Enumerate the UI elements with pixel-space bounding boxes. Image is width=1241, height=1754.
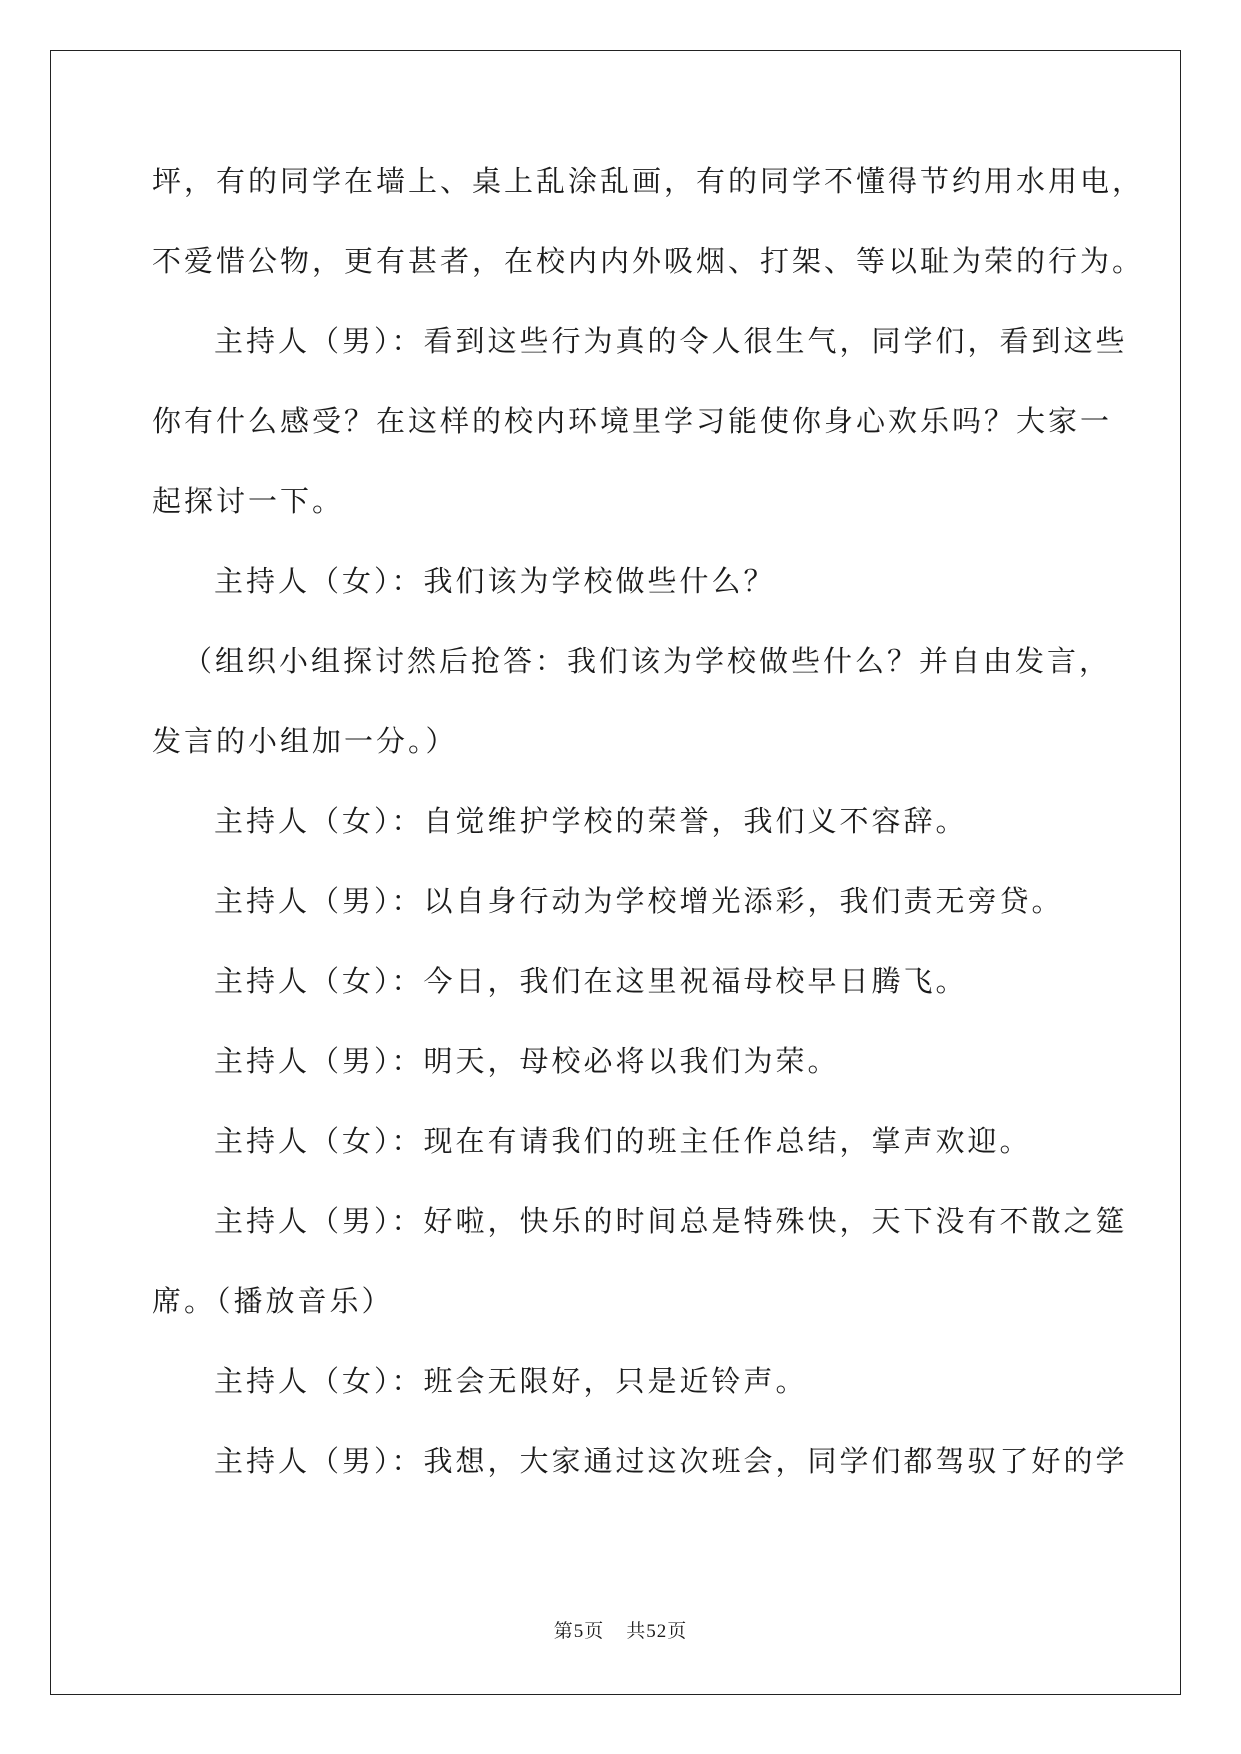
text-line: 主持人（女）：现在有请我们的班主任作总结，掌声欢迎。	[214, 1124, 1032, 1158]
text-line: 主持人（男）：看到这些行为真的令人很生气，同学们，看到这些	[214, 324, 1128, 358]
text-line: 主持人（女）：今日，我们在这里祝福母校早日腾飞。	[214, 964, 968, 998]
text-line: 主持人（女）：班会无限好，只是近铃声。	[214, 1364, 808, 1398]
text-line: 主持人（男）：明天，母校必将以我们为荣。	[214, 1044, 840, 1078]
text-line: 主持人（女）：自觉维护学校的荣誉，我们义不容辞。	[214, 804, 968, 838]
text-line: 你有什么感受？在这样的校内环境里学习能使你身心欢乐吗？大家一	[152, 404, 1113, 438]
text-line: 席。（播放音乐）	[152, 1284, 394, 1318]
text-line: 主持人（女）：我们该为学校做些什么？	[214, 564, 776, 598]
text-line: 起探讨一下。	[152, 484, 345, 518]
text-line: （组织小组探讨然后抢答：我们该为学校做些什么？并自由发言，	[183, 644, 1112, 678]
text-line: 发言的小组加一分。）	[152, 724, 458, 758]
page-total: 共52页	[626, 1621, 688, 1642]
text-line: 主持人（男）：好啦，快乐的时间总是特殊快，天下没有不散之筵	[214, 1204, 1128, 1238]
page-number: 第5页	[553, 1621, 605, 1642]
page-footer	[0, 1616, 1241, 1643]
text-line: 不爱惜公物，更有甚者，在校内内外吸烟、打架、等以耻为荣的行为。	[152, 244, 1145, 278]
text-line: 主持人（男）：我想，大家通过这次班会，同学们都驾驭了好的学	[214, 1444, 1128, 1478]
text-line: 坪，有的同学在墙上、桌上乱涂乱画，有的同学不懂得节约用水用电，	[152, 164, 1145, 198]
text-line: 主持人（男）：以自身行动为学校增光添彩，我们责无旁贷。	[214, 884, 1064, 918]
